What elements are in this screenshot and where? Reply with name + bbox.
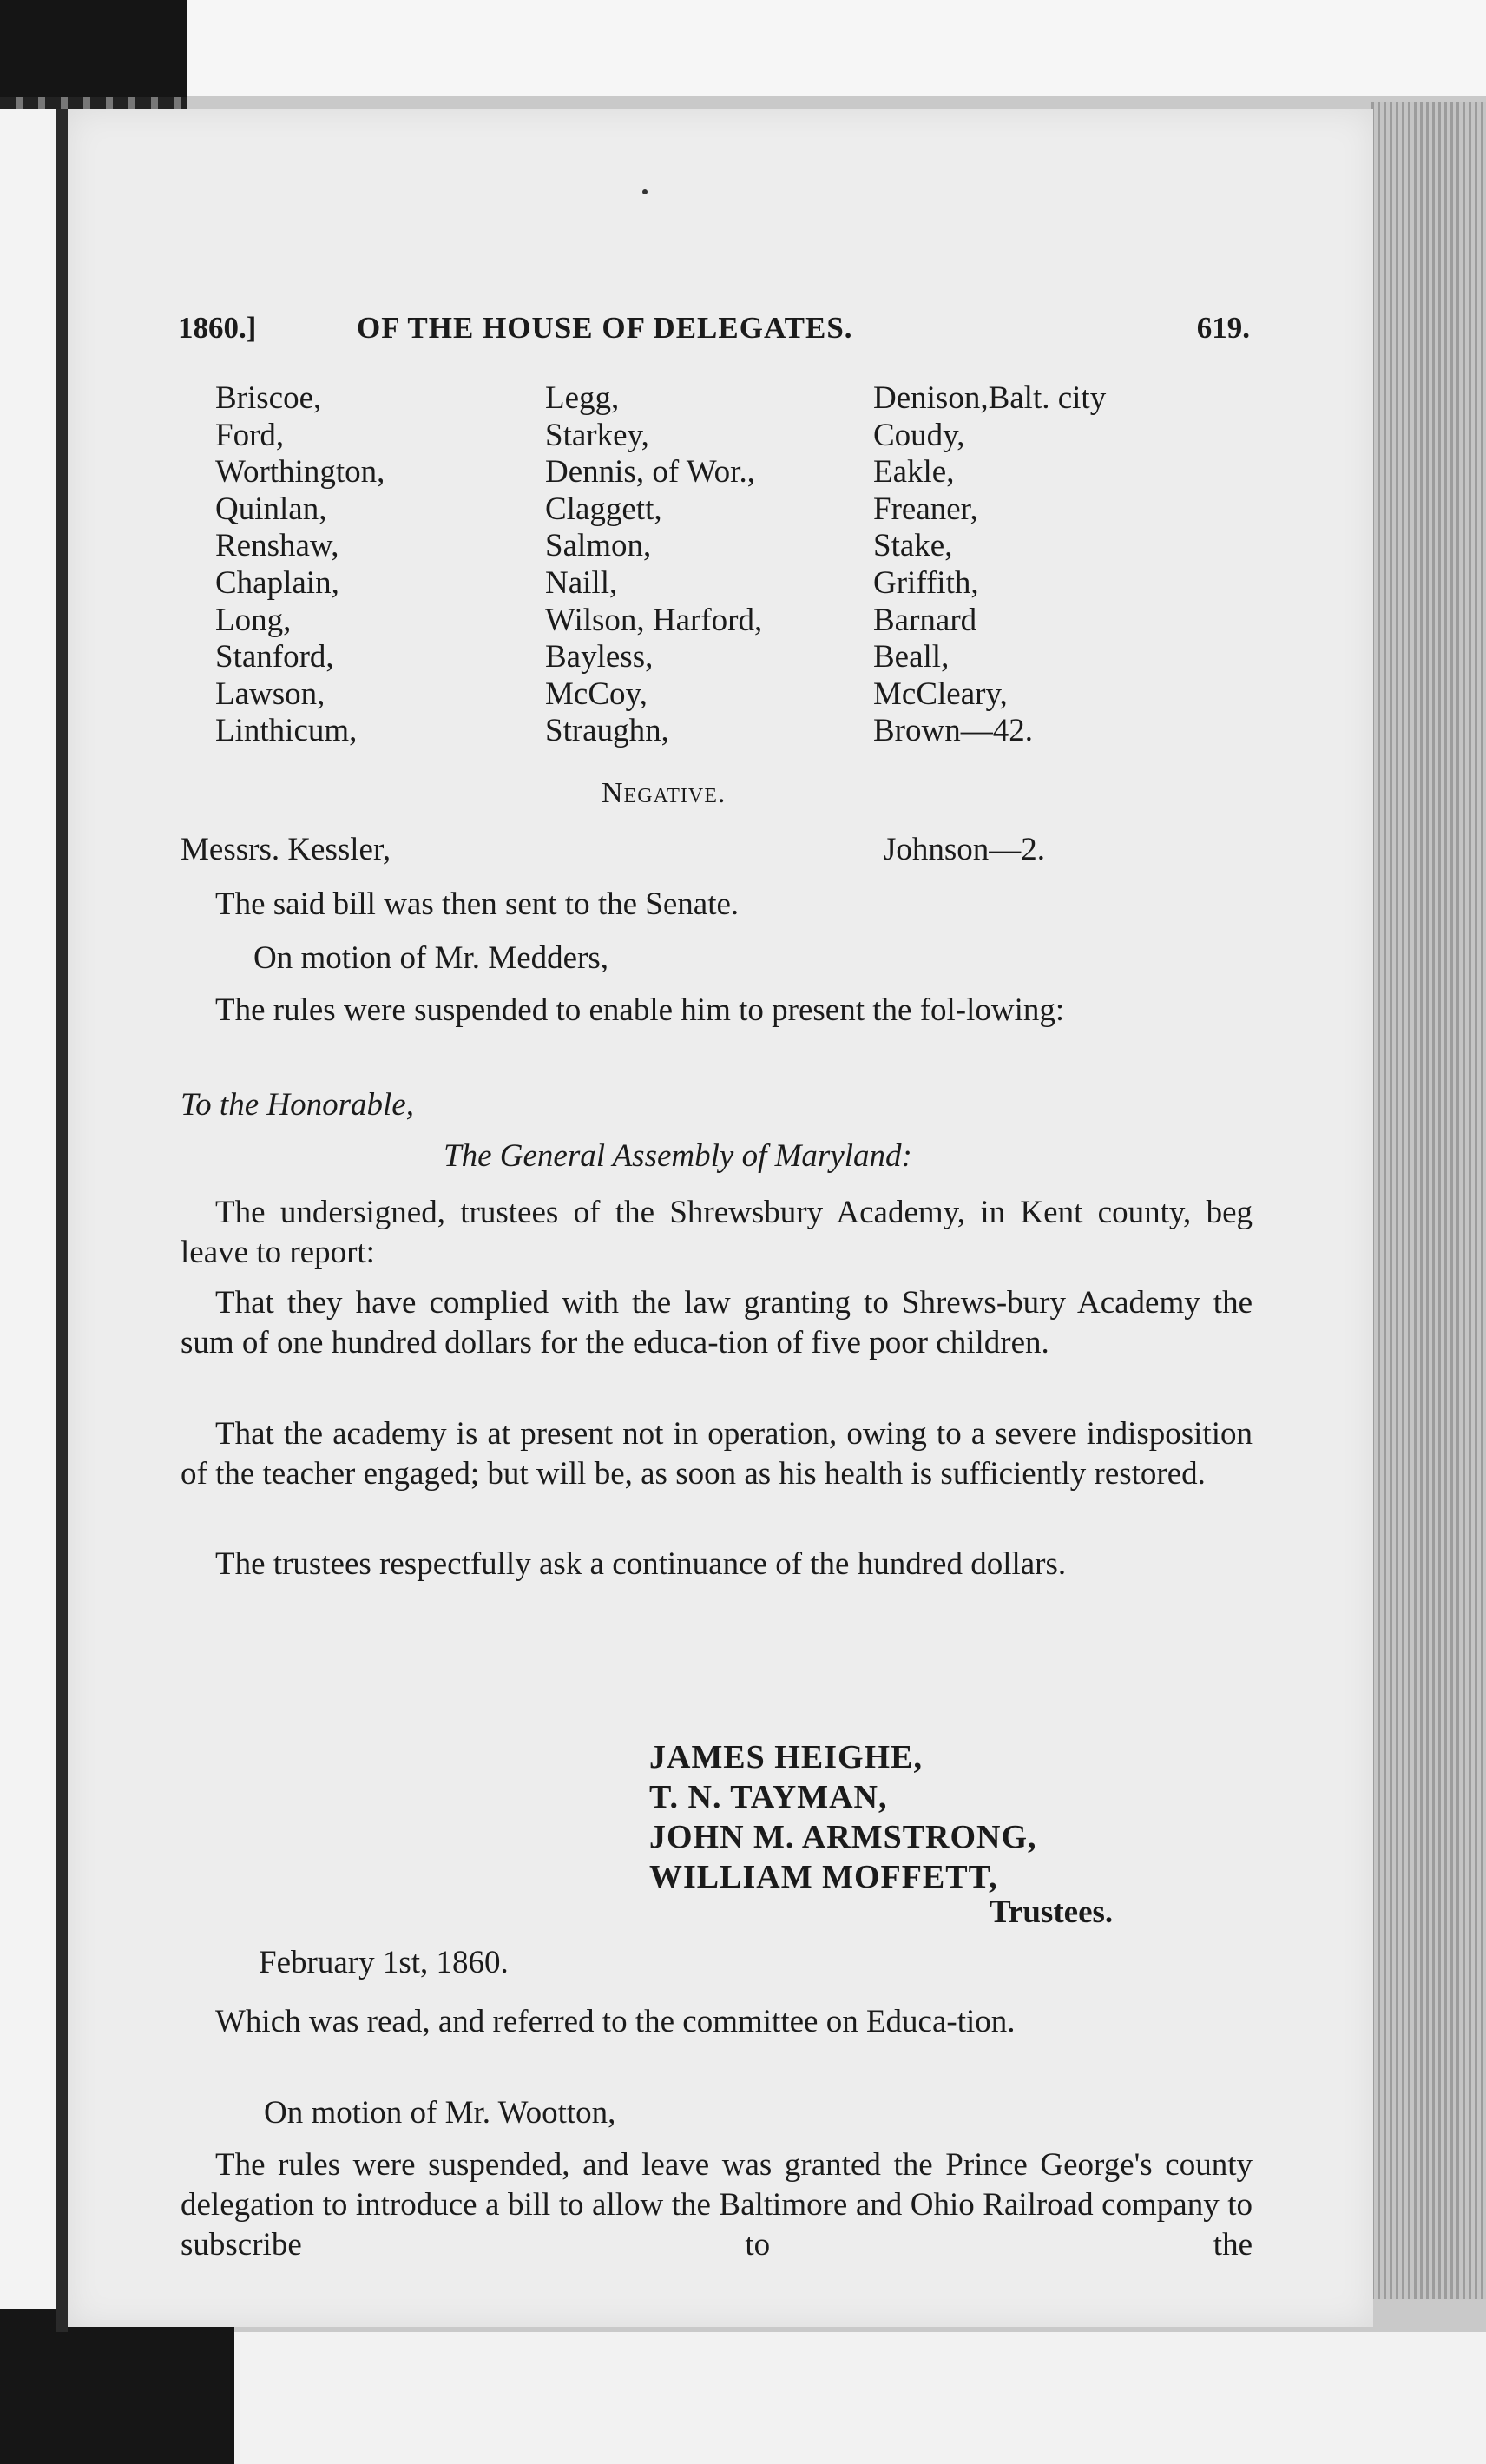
vote-column-1 xyxy=(215,380,385,750)
negative-vote-left: Messrs. Kessler, xyxy=(181,832,391,867)
vote-column-3 xyxy=(873,380,1106,750)
wootton-paragraph: The rules were suspended, and leave was granted the Prince George's county delegation to introduce a bill to allow the Baltimore and Ohio Railroad company to subscribe to the xyxy=(181,2147,1253,2263)
senate-line: The said bill was then sent to the Senate. xyxy=(215,886,740,922)
vote-name: Beall, xyxy=(873,639,950,675)
report-paragraph-1: The undersigned, trustees of the Shrewsbury Academy, in Kent county, beg leave to report: xyxy=(181,1195,1253,1270)
vote-name: Bayless, xyxy=(545,639,654,675)
vote-name: Chaplain, xyxy=(215,564,339,601)
motion-wootton: On motion of Mr. Wootton, xyxy=(264,2095,616,2131)
referred-paragraph: Which was read, and referred to the committee on Educa-tion. xyxy=(215,2004,1016,2039)
trustees-label: Trustees. xyxy=(990,1894,1114,1930)
speck-mark xyxy=(642,189,648,194)
vote-name: McCleary, xyxy=(873,675,1008,712)
vote-name: Salmon, xyxy=(545,528,652,564)
book-binding-strip xyxy=(0,97,187,109)
vote-name: Griffith, xyxy=(873,564,979,601)
vote-name: Straughn, xyxy=(545,713,669,749)
vote-name: Eakle, xyxy=(873,454,955,491)
negative-vote-right: Johnson—2. xyxy=(884,832,1046,867)
vote-name: Legg, xyxy=(545,380,620,416)
scanner-shadow-bottom-left xyxy=(0,2309,234,2464)
vote-name: Brown—42. xyxy=(873,713,1033,749)
vote-name: Starkey, xyxy=(545,417,649,453)
page-stack-edge xyxy=(1371,102,1486,2299)
vote-name: Renshaw, xyxy=(215,528,339,564)
vote-name: Naill, xyxy=(545,564,618,601)
vote-name: Claggett, xyxy=(545,491,662,527)
scan-background-top xyxy=(0,0,1486,96)
vote-name: Wilson, Harford, xyxy=(545,602,763,638)
vote-name: Stake, xyxy=(873,528,953,564)
vote-name: Lawson, xyxy=(215,675,325,712)
signatory-name: JOHN M. ARMSTRONG, xyxy=(649,1819,1037,1855)
vote-name: Denison,Balt. city xyxy=(873,380,1107,416)
vote-name: McCoy, xyxy=(545,675,648,712)
address-line-2: The General Assembly of Maryland: xyxy=(444,1138,912,1174)
vote-name: Freaner, xyxy=(873,491,978,527)
header-title: OF THE HOUSE OF DELEGATES. xyxy=(357,311,853,345)
negative-heading: Negative. xyxy=(602,777,727,809)
vote-column-2 xyxy=(545,380,762,750)
signatory-name: T. N. TAYMAN, xyxy=(649,1779,888,1815)
vote-name: Linthicum, xyxy=(215,713,358,749)
vote-name: Dennis, of Wor., xyxy=(545,454,755,491)
vote-name: Ford, xyxy=(215,417,285,453)
header-year: 1860.] xyxy=(178,311,257,345)
signatory-name: WILLIAM MOFFETT, xyxy=(649,1859,998,1895)
vote-name: Worthington, xyxy=(215,454,385,491)
report-paragraph-3: That the academy is at present not in operation, owing to a severe indisposition of the teacher engaged; but will be, as soon as his health is sufficiently restored. xyxy=(181,1416,1253,1492)
vote-name: Barnard xyxy=(873,602,977,638)
book-gutter xyxy=(56,109,68,2332)
address-line-1: To the Honorable, xyxy=(181,1087,414,1123)
vote-name: Briscoe, xyxy=(215,380,322,416)
vote-name: Long, xyxy=(215,602,292,638)
report-paragraph-2: That they have complied with the law granting to Shrews-bury Academy the sum of one hundred dollars for the educa-tion of five poor children. xyxy=(181,1285,1253,1360)
signatory-name: JAMES HEIGHE, xyxy=(649,1739,923,1776)
vote-name: Stanford, xyxy=(215,639,334,675)
running-head xyxy=(178,311,1250,354)
vote-name: Quinlan, xyxy=(215,491,327,527)
signatories-block xyxy=(649,1737,1037,1897)
book-page xyxy=(68,109,1373,2327)
page-number: 619. xyxy=(1196,311,1250,345)
rules-suspended-paragraph: The rules were suspended to enable him to present the fol-lowing: xyxy=(215,992,1065,1028)
report-paragraph-4: The trustees respectfully ask a continuance of the hundred dollars. xyxy=(215,1546,1067,1582)
facing-page-edge xyxy=(0,109,61,2332)
vote-name: Coudy, xyxy=(873,417,965,453)
scanner-shadow-top-left xyxy=(0,0,187,102)
date-line: February 1st, 1860. xyxy=(259,1945,509,1980)
motion-medders: On motion of Mr. Medders, xyxy=(253,940,609,976)
